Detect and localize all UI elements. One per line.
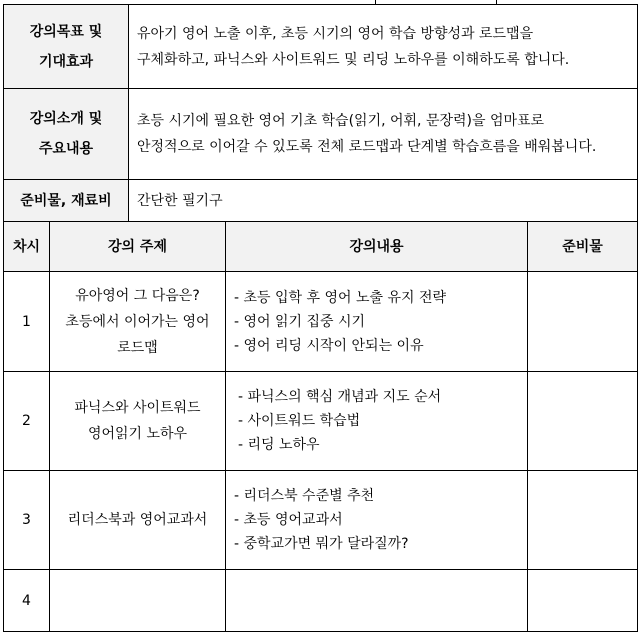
session-content: - 초등 입학 후 영어 노출 유지 전략 - 영어 읽기 집중 시기 - 영어 리딩 시작이 안되는 이유: [226, 272, 528, 372]
goals-label: 강의목표 및 기대효과: [4, 5, 129, 89]
session-topic: [50, 570, 226, 632]
session-topic: 유아영어 그 다음은? 초등에서 이어가는 영어 로드맵: [50, 272, 226, 372]
session-supplies: [528, 471, 638, 570]
session-supplies: [528, 272, 638, 372]
session-supplies: [528, 570, 638, 632]
table-row: [4, 570, 638, 632]
header-content: 강의내용: [226, 222, 528, 272]
materials-text: 간단한 필기구: [129, 180, 638, 222]
session-topic: 리더스북과 영어교과서: [50, 471, 226, 570]
goals-text: 유아기 영어 노출 이후, 초등 시기의 영어 학습 방향성과 로드맵을 구체화하고, 파닉스와 사이트워드 및 리딩 노하우를 이해하도록 합니다.: [129, 5, 638, 89]
session-topic: 파닉스와 사이트워드 영어읽기 노하우: [50, 372, 226, 471]
table-row: [4, 372, 638, 471]
goals-row: [4, 5, 638, 89]
table-row: [4, 272, 638, 372]
session-number: 3: [4, 471, 50, 570]
session-content: - 파닉스의 핵심 개념과 지도 순서 - 사이트워드 학습법 - 리딩 노하우: [226, 372, 528, 471]
header-session: 차시: [4, 222, 50, 272]
intro-label: 강의소개 및 주요내용: [4, 89, 129, 180]
table-header-row: [4, 222, 638, 272]
lecture-plan-table: [3, 4, 638, 632]
intro-text: 초등 시기에 필요한 영어 기초 학습(읽기, 어휘, 문장력)을 엄마표로 안정적으로 이어갈 수 있도록 전체 로드맵과 단계별 학습흐름을 배워봅니다.: [129, 89, 638, 180]
header-topic: 강의 주제: [50, 222, 226, 272]
session-number: 2: [4, 372, 50, 471]
session-number: 4: [4, 570, 50, 632]
session-content: - 리더스북 수준별 추천 - 초등 영어교과서 - 중학교가면 뭐가 달라질까?: [226, 471, 528, 570]
session-supplies: [528, 372, 638, 471]
session-content: [226, 570, 528, 632]
session-number: 1: [4, 272, 50, 372]
header-supplies: 준비물: [528, 222, 638, 272]
materials-label: 준비물, 재료비: [4, 180, 129, 222]
intro-row: [4, 89, 638, 180]
materials-row: [4, 180, 638, 222]
table-row: [4, 471, 638, 570]
